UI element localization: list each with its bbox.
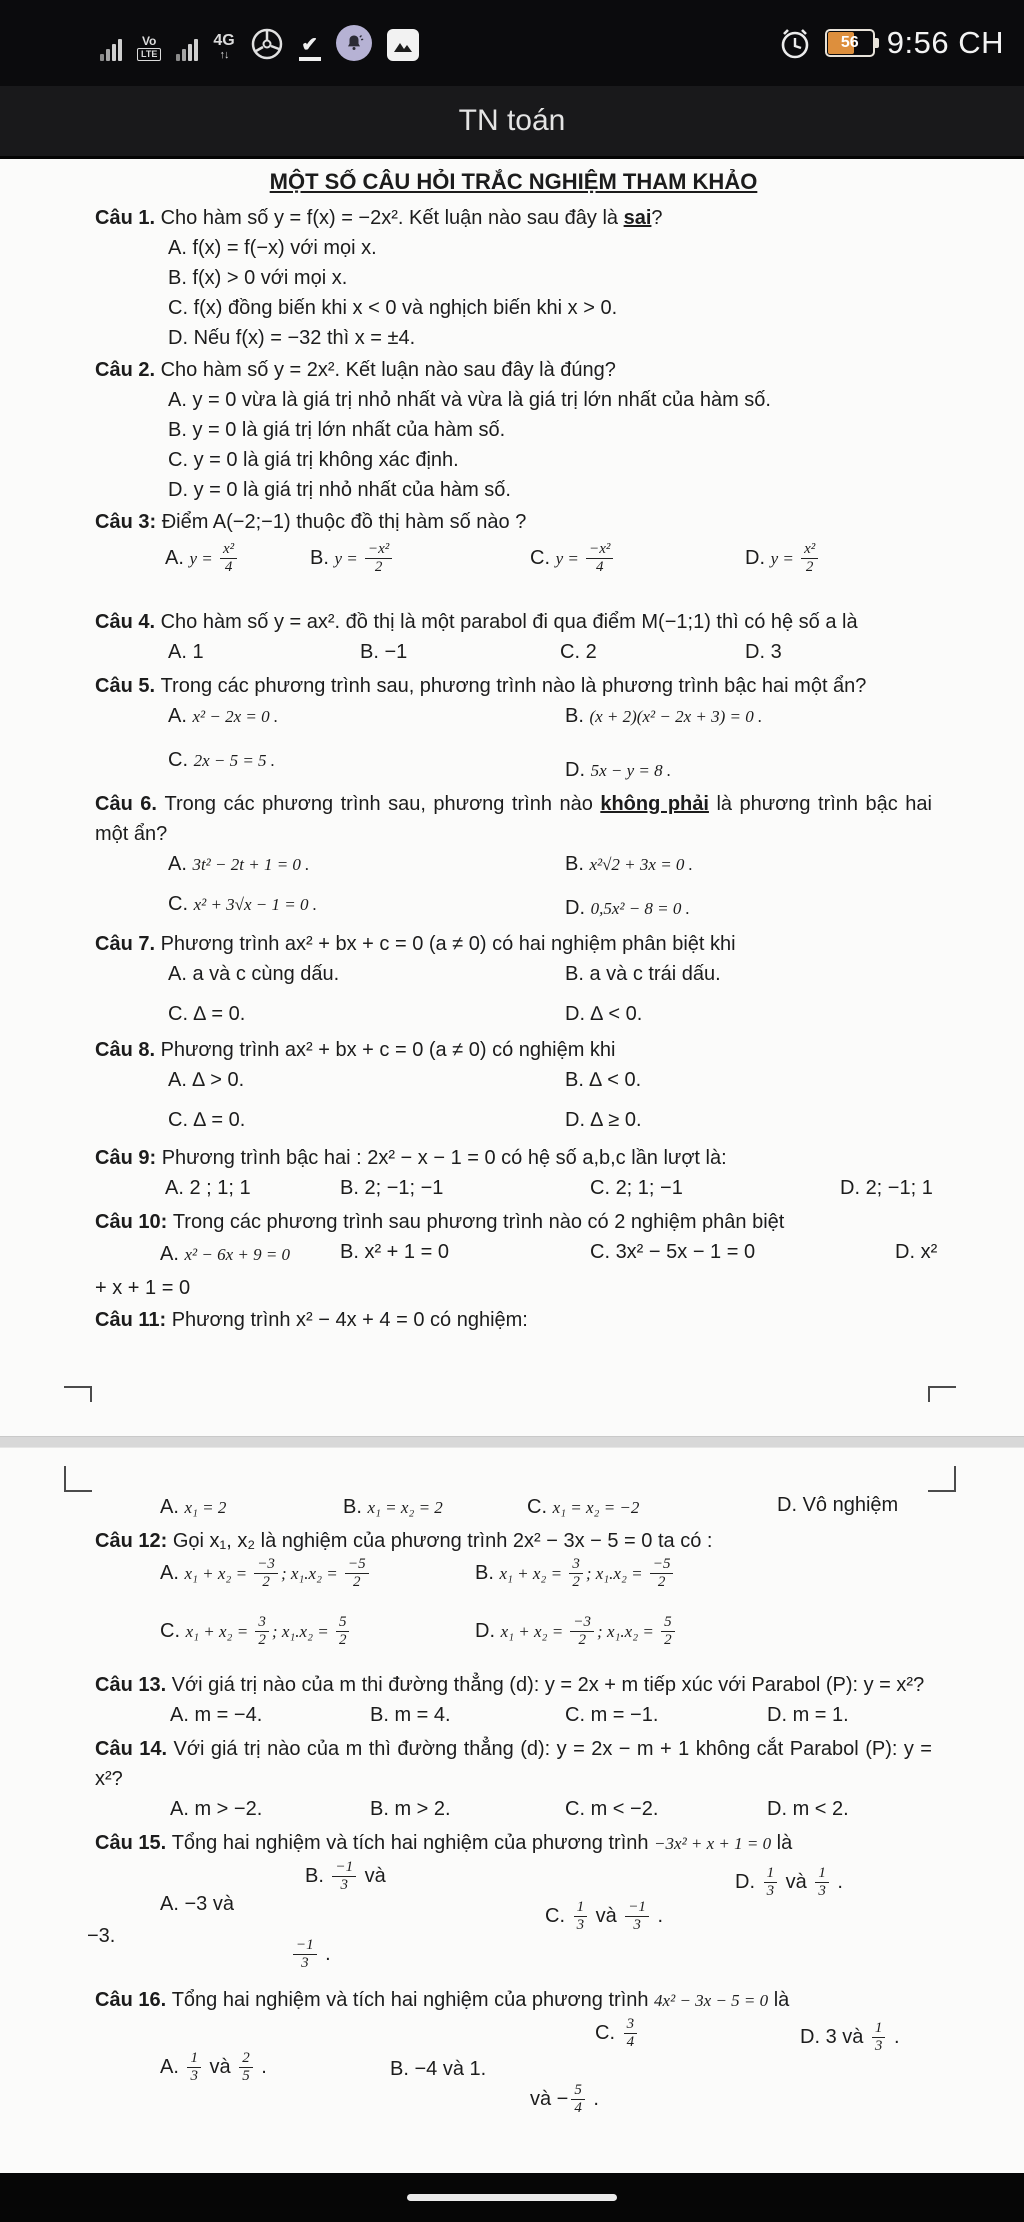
fraction: $\frac{\text{x²}}{4}$ xyxy=(220,541,237,577)
option-letter: C. xyxy=(590,1177,616,1199)
question-cu2 xyxy=(95,355,932,505)
option-letter: D. xyxy=(565,897,591,919)
question-label: Câu 15. xyxy=(95,1832,172,1854)
option-A xyxy=(168,849,309,880)
question-label: Câu 10: xyxy=(95,1211,173,1233)
option-B: B. x² + 1 = 0 xyxy=(340,1241,449,1263)
question-text: Câu 13. Với giá trị nào của m thi đường thẳng (d): y = 2x + m tiếp xúc với Parabol (P): y = x²? xyxy=(95,1674,925,1696)
option-B: B. m = 4. xyxy=(370,1704,451,1726)
fraction: $\frac{\text{x²}}{2}$ xyxy=(801,541,818,577)
option-C: C. y = 0 là giá trị không xác định. xyxy=(168,449,459,471)
math-expression: ; x₁.x₂ = xyxy=(585,1564,647,1584)
signal-bars-icon xyxy=(100,37,122,61)
option-fragment: −3. xyxy=(87,1925,116,1947)
math-expression: x² − 2x = 0 . xyxy=(192,707,279,726)
options xyxy=(95,1700,932,1732)
option-letter: A. xyxy=(160,1496,185,1518)
fraction: $\frac{-5}{2}$ xyxy=(650,1556,674,1592)
question-cu1 xyxy=(95,203,932,353)
options xyxy=(95,537,932,605)
battery-level: 56 xyxy=(840,34,859,51)
math-expression: y = xyxy=(334,549,362,569)
options xyxy=(95,385,932,505)
signal-bars-icon xyxy=(176,37,198,61)
question-text: Câu 14. Với giá trị nào của m thì đường thẳng (d): y = 2x − m + 1 không cắt Parabol (P): y = x²? xyxy=(95,1738,932,1790)
option-letter: B. xyxy=(168,267,193,289)
question-label: Câu 2. xyxy=(95,359,161,381)
fraction: $\frac{3}{2}$ xyxy=(569,1556,583,1592)
option-letter: C. xyxy=(530,547,556,570)
question-cu4 xyxy=(95,607,932,669)
option-continuation: + x + 1 = 0 xyxy=(95,1277,191,1299)
option-B: B. 2; −1; −1 xyxy=(340,1177,444,1199)
option-D xyxy=(475,1614,678,1650)
option-C xyxy=(527,1492,639,1523)
option-letter: C. xyxy=(168,1003,194,1025)
option-letter: D. xyxy=(745,547,771,570)
math-expression: x² − 6x + 9 = 0 xyxy=(184,1245,291,1264)
fraction: $\frac{-3}{2}$ xyxy=(570,1614,594,1650)
emphasized-text: sai xyxy=(623,207,652,229)
question-cu10 xyxy=(95,1207,938,1303)
question-label: Câu 11: xyxy=(95,1309,172,1331)
page-2-content xyxy=(87,1490,932,2132)
question-text: Câu 8. Phương trình ax² + bx + c = 0 (a ≠ 0) có nghiệm khi xyxy=(95,1039,616,1061)
option-D: D. ∆ ≥ 0. xyxy=(565,1109,642,1131)
option-letter: D. xyxy=(777,1494,803,1516)
option-fragment: $\frac{-1}{3}$ . xyxy=(290,1937,331,1973)
question-label: Câu 12: xyxy=(95,1530,173,1552)
option-letter: C. xyxy=(560,641,586,663)
fraction: $\frac{2}{5}$ xyxy=(239,2050,253,2086)
fraction: $\frac{1}{3}$ xyxy=(187,2050,201,2086)
option-letter: B. xyxy=(343,1496,368,1518)
option-letter: D. xyxy=(767,1798,793,1820)
math-expression: x²√2 + 3x = 0 . xyxy=(589,855,693,874)
status-icons-left xyxy=(100,25,419,61)
option-letter: C. xyxy=(168,893,194,915)
fraction: $\frac{1}{3}$ xyxy=(574,1899,588,1935)
math-expression: −3x² + x + 1 = 0 xyxy=(654,1834,772,1853)
option-B xyxy=(310,541,395,577)
fraction: $\frac{-3}{2}$ xyxy=(254,1556,278,1592)
question-cu15 xyxy=(87,1828,932,1983)
option-D: D. $\frac{1}{3}$ và $\frac{1}{3}$ . xyxy=(735,1865,843,1900)
question-text: Câu 15. Tổng hai nghiệm và tích hai nghiệm của phương trình −3x² + x + 1 = 0 là xyxy=(95,1832,793,1854)
option-letter: B. xyxy=(565,1069,590,1091)
option-A: A. ∆ > 0. xyxy=(168,1069,245,1091)
option-letter: B. xyxy=(390,2058,415,2080)
option-letter: C. xyxy=(168,297,194,319)
option-B: B. f(x) > 0 với mọi x. xyxy=(168,267,348,289)
option-letter: B. xyxy=(340,1177,365,1199)
fraction: $\frac{\text{−x²}}{4}$ xyxy=(586,541,613,577)
math-expression: 5x − y = 8 . xyxy=(590,761,672,780)
option-C: C. 2 xyxy=(560,641,597,663)
question-cu6 xyxy=(95,789,932,927)
fraction: $\frac{-1}{3}$ xyxy=(332,1859,356,1895)
volte-label: Vo xyxy=(141,34,157,48)
emphasized-text: không phải xyxy=(600,793,709,815)
option-C: C. 2; 1; −1 xyxy=(590,1177,683,1199)
math-expression: 4x² − 3x − 5 = 0 xyxy=(654,1991,769,2010)
option-letter: D. xyxy=(565,1003,591,1025)
bell-icon xyxy=(336,25,372,61)
options xyxy=(95,1173,932,1205)
option-A xyxy=(160,1239,290,1270)
option-D: D. x² xyxy=(895,1241,938,1263)
option-B: B. a và c trái dấu. xyxy=(565,963,721,985)
option-letter: A. xyxy=(160,1562,185,1585)
option-D xyxy=(565,755,671,786)
page-1-content xyxy=(95,203,938,1335)
text-boundary-mark xyxy=(64,1466,92,1492)
option-letter: A. xyxy=(160,1243,185,1265)
option-letter: D. xyxy=(840,1177,866,1199)
option-B xyxy=(565,849,693,880)
document-page-2 xyxy=(0,1448,1024,2173)
option-letter: C. xyxy=(160,1620,186,1643)
math-expression: x₁ = x₂ = 2 xyxy=(367,1498,443,1517)
option-letter: B. xyxy=(310,547,335,570)
math-expression: x₁ = 2 xyxy=(184,1498,227,1517)
option-letter: B. xyxy=(340,1241,365,1263)
fraction: $\frac{5}{2}$ xyxy=(661,1614,675,1650)
option-B: B. ∆ < 0. xyxy=(565,1069,642,1091)
option-D: D. Vô nghiệm xyxy=(777,1494,899,1516)
4g-network-icon xyxy=(213,33,234,61)
math-expression: ; x₁.x₂ = xyxy=(271,1622,333,1642)
option-letter: A. xyxy=(160,2056,185,2079)
question-label: Câu 9: xyxy=(95,1147,162,1169)
fraction: $\frac{1}{3}$ xyxy=(815,1865,829,1901)
fraction: $\frac{3}{2}$ xyxy=(255,1614,269,1650)
options xyxy=(95,701,932,787)
question-cu7 xyxy=(95,929,932,1033)
question-text: Câu 4. Cho hàm số y = ax². đồ thị là một parabol đi qua điểm M(−1;1) thì có hệ số a là xyxy=(95,611,858,633)
question-text: Câu 7. Phương trình ax² + bx + c = 0 (a ≠ 0) có hai nghiệm phân biệt khi xyxy=(95,933,736,955)
option-D: D. m < 2. xyxy=(767,1798,849,1820)
option-letter: A. xyxy=(168,705,193,727)
page-title: TN toán xyxy=(458,104,566,137)
question-label: Câu 16. xyxy=(95,1989,172,2011)
question-label: Câu 4. xyxy=(95,611,161,633)
math-expression: ; x₁.x₂ = xyxy=(597,1622,659,1642)
option-C: C. f(x) đồng biến khi x < 0 và nghịch biến khi x > 0. xyxy=(168,297,618,319)
navigation-bar xyxy=(0,2173,1024,2222)
text-boundary-mark xyxy=(928,1386,956,1402)
option-letter: B. xyxy=(565,963,590,985)
volte-icon xyxy=(137,35,161,61)
math-expression: x₁ + x₂ = xyxy=(185,1622,253,1642)
option-B: B. m > 2. xyxy=(370,1798,451,1820)
option-C xyxy=(530,541,616,577)
option-letter: A. xyxy=(165,1177,190,1199)
question-text: Câu 12: Gọi x₁, x₂ là nghiệm của phương trình 2x² − 3x − 5 = 0 ta có : xyxy=(95,1530,713,1552)
option-letter: D. xyxy=(168,327,194,349)
option-letter: C. xyxy=(590,1241,616,1263)
option-C: C. $\frac{1}{3}$ và $\frac{-1}{3}$ . xyxy=(545,1899,664,1934)
option-B xyxy=(343,1492,443,1523)
option-A: A. m = −4. xyxy=(170,1704,263,1726)
question-label: Câu 8. xyxy=(95,1039,161,1061)
lte-label: LTE xyxy=(137,48,161,61)
option-A xyxy=(160,1492,226,1523)
option-letter: D. xyxy=(565,1109,591,1131)
question-text: Câu 3: Điểm A(−2;−1) thuộc đồ thị hàm số nào ? xyxy=(95,511,527,533)
option-letter: C. xyxy=(168,749,194,771)
option-letter: B. xyxy=(565,853,590,875)
options xyxy=(95,1065,932,1141)
question-label: Câu 5. xyxy=(95,675,161,697)
status-bar xyxy=(0,0,1024,86)
math-expression: 2x − 5 = 5 . xyxy=(193,751,276,770)
math-expression: x₁ + x₂ = xyxy=(500,1622,568,1642)
option-B xyxy=(475,1556,676,1592)
option-letter: B. xyxy=(565,705,590,727)
option-letter: B. xyxy=(305,1865,330,1888)
question-label: Câu 6. xyxy=(95,793,165,815)
updown-arrows-icon: ↑↓ xyxy=(219,49,229,61)
status-icons-right xyxy=(777,25,1004,61)
option-D: D. 3 và $\frac{1}{3}$ . xyxy=(800,2020,900,2055)
math-expression: 3t² − 2t + 1 = 0 . xyxy=(192,855,310,874)
option-letter: A. xyxy=(168,237,193,259)
option-letter: A. xyxy=(170,1798,195,1820)
option-letter: D. xyxy=(767,1704,793,1726)
math-expression: x₁ = x₂ = −2 xyxy=(552,1498,640,1517)
gallery-icon xyxy=(387,29,419,61)
math-expression: 0,5x² − 8 = 0 . xyxy=(590,899,690,918)
math-expression: x₁ + x₂ = xyxy=(499,1564,567,1584)
option-letter: C. xyxy=(168,1109,194,1131)
options xyxy=(95,849,932,927)
question-text: Câu 11: Phương trình x² − 4x + 4 = 0 có nghiệm: xyxy=(95,1309,528,1331)
option-B: B. $\frac{-1}{3}$ và xyxy=(305,1859,386,1894)
math-expression: x² + 3√x − 1 = 0 . xyxy=(193,895,317,914)
fraction: $\frac{\text{−x²}}{2}$ xyxy=(365,541,392,577)
options xyxy=(95,959,932,1033)
option-letter: B. xyxy=(168,419,193,441)
option-A: A. −3 và xyxy=(160,1893,234,1915)
option-letter: C. xyxy=(168,449,194,471)
option-C: C. 3x² − 5x − 1 = 0 xyxy=(590,1241,756,1263)
option-letter: A. xyxy=(168,389,193,411)
clock-time: 9:56 CH xyxy=(886,25,1004,60)
option-letter: B. xyxy=(370,1798,395,1820)
question-text: Câu 5. Trong các phương trình sau, phương trình nào là phương trình bậc hai một ẩn? xyxy=(95,675,867,697)
question-label: Câu 13. xyxy=(95,1674,172,1696)
option-D: D. ∆ < 0. xyxy=(565,1003,643,1025)
option-A: A. $\frac{1}{3}$ và $\frac{2}{5}$ . xyxy=(160,2050,267,2085)
option-A: A. 2 ; 1; 1 xyxy=(165,1177,251,1199)
option-B xyxy=(565,701,762,732)
option-letter: C. xyxy=(527,1496,553,1518)
question-text: Câu 16. Tổng hai nghiệm và tích hai nghiệm của phương trình 4x² − 3x − 5 = 0 là xyxy=(95,1989,790,2011)
option-A: A. 1 xyxy=(168,641,204,663)
question-label: Câu 1. xyxy=(95,207,161,229)
option-B: B. −4 và 1. xyxy=(390,2058,487,2080)
fraction: $\frac{5}{4}$ xyxy=(571,2082,585,2118)
option-letter: D. xyxy=(475,1620,501,1643)
option-letter: D. xyxy=(168,479,194,501)
math-expression: y = xyxy=(189,549,217,569)
question-text: Câu 10: Trong các phương trình sau phương trình nào có 2 nghiệm phân biệt xyxy=(95,1211,785,1233)
question-cu16 xyxy=(95,1985,932,2132)
document-title: MỘT SỐ CÂU HỎI TRẮC NGHIỆM THAM KHẢO xyxy=(269,169,758,194)
options xyxy=(95,637,932,669)
question-options-row xyxy=(95,1490,932,1524)
option-A: A. f(x) = f(−x) với mọi x. xyxy=(168,237,377,259)
question-cu13 xyxy=(95,1670,932,1732)
option-letter: B. xyxy=(360,641,385,663)
question-cu5 xyxy=(95,671,932,787)
option-A xyxy=(168,701,278,732)
fraction: $\frac{-5}{2}$ xyxy=(345,1556,369,1592)
option-letter: A. xyxy=(170,1704,195,1726)
app-header xyxy=(0,86,1024,159)
question-label: Câu 7. xyxy=(95,933,161,955)
options xyxy=(87,1859,932,1983)
question-cu14 xyxy=(95,1734,932,1826)
math-expression: x₁ + x₂ = xyxy=(184,1564,252,1584)
fraction: $\frac{1}{3}$ xyxy=(872,2020,886,2056)
option-letter: C. xyxy=(595,2022,621,2045)
option-B: B. −1 xyxy=(360,641,408,663)
option-C xyxy=(168,745,275,776)
math-expression: y = xyxy=(555,549,584,569)
fraction: $\frac{5}{2}$ xyxy=(336,1614,350,1650)
option-fragment: và − $\frac{5}{4}$ . xyxy=(530,2082,599,2117)
option-letter: B. xyxy=(370,1704,395,1726)
options xyxy=(95,1237,938,1273)
option-letter: A. xyxy=(168,1069,193,1091)
fraction: $\frac{3}{4}$ xyxy=(624,2016,638,2052)
option-D xyxy=(745,541,821,577)
question-cu3 xyxy=(95,507,932,605)
option-letter: A. xyxy=(160,1893,185,1915)
alarm-clock-icon xyxy=(777,25,813,61)
4g-label: 4G xyxy=(213,32,235,49)
option-C: C. m = −1. xyxy=(565,1704,659,1726)
option-D: D. Nếu f(x) = −32 thì x = ±4. xyxy=(168,327,416,349)
question-cu8 xyxy=(95,1035,932,1141)
option-C: C. m < −2. xyxy=(565,1798,659,1820)
option-C: C. ∆ = 0. xyxy=(168,1003,246,1025)
option-letter: D. xyxy=(745,641,771,663)
check-icon: ✔ xyxy=(299,36,321,61)
option-A xyxy=(165,541,240,577)
option-letter: A. xyxy=(168,641,193,663)
option-A: A. y = 0 vừa là giá trị nhỏ nhất và vừa là giá trị lớn nhất của hàm số. xyxy=(168,389,771,411)
option-letter: A. xyxy=(168,963,193,985)
option-letter: B. xyxy=(475,1562,500,1585)
option-D: D. 3 xyxy=(745,641,782,663)
question-text: Câu 6. Trong các phương trình sau, phương trình nào không phải là phương trình bậc hai một ẩn? xyxy=(95,793,932,845)
option-letter: C. xyxy=(565,1798,591,1820)
option-C xyxy=(168,889,317,920)
option-letter: C. xyxy=(565,1704,591,1726)
option-B: B. y = 0 là giá trị lớn nhất của hàm số. xyxy=(168,419,506,441)
option-letter: A. xyxy=(165,547,190,570)
option-D: D. m = 1. xyxy=(767,1704,849,1726)
options xyxy=(95,233,932,353)
options xyxy=(95,1556,932,1668)
option-D: D. y = 0 là giá trị nhỏ nhất của hàm số. xyxy=(168,479,511,501)
page-separator xyxy=(0,1436,1024,1448)
fraction: $\frac{-1}{3}$ xyxy=(293,1937,317,1973)
option-A: A. a và c cùng dấu. xyxy=(168,963,340,985)
option-C: C. ∆ = 0. xyxy=(168,1109,246,1131)
question-text: Câu 9: Phương trình bậc hai : 2x² − x − 1 = 0 có hệ số a,b,c lần lượt là: xyxy=(95,1147,727,1169)
question-cu9 xyxy=(95,1143,932,1205)
math-expression: ; x₁.x₂ = xyxy=(280,1564,342,1584)
compass-icon xyxy=(250,27,284,61)
option-A xyxy=(160,1556,372,1592)
option-letter: D. xyxy=(565,759,591,781)
option-letter: C. xyxy=(545,1905,571,1928)
option-letter: D. xyxy=(735,1871,761,1894)
question-cu12 xyxy=(95,1526,932,1668)
question-text: Câu 1. Cho hàm số y = f(x) = −2x². Kết luận nào sau đây là sai? xyxy=(95,207,663,229)
options xyxy=(95,2016,932,2132)
home-indicator[interactable] xyxy=(407,2194,617,2201)
question-label: Câu 3: xyxy=(95,511,162,533)
text-boundary-mark xyxy=(64,1386,92,1402)
document-page-1 xyxy=(0,159,1024,1436)
battery-icon xyxy=(825,29,875,57)
fraction: $\frac{1}{3}$ xyxy=(764,1865,778,1901)
question-cu11 xyxy=(95,1305,932,1335)
option-A: A. m > −2. xyxy=(170,1798,263,1820)
options xyxy=(95,1490,932,1524)
fraction: $\frac{-1}{3}$ xyxy=(625,1899,649,1935)
option-letter: A. xyxy=(168,853,193,875)
option-C xyxy=(595,2016,640,2052)
question-label: Câu 14. xyxy=(95,1738,174,1760)
option-letter: D. xyxy=(800,2026,826,2049)
question-text: Câu 2. Cho hàm số y = 2x². Kết luận nào sau đây là đúng? xyxy=(95,359,616,381)
option-letter: D. xyxy=(895,1241,921,1263)
option-C xyxy=(160,1614,352,1650)
math-expression: y = xyxy=(770,549,799,569)
option-D: D. 2; −1; 1 xyxy=(840,1177,933,1199)
math-expression: (x + 2)(x² − 2x + 3) = 0 . xyxy=(589,707,763,726)
option-D xyxy=(565,893,690,924)
text-boundary-mark xyxy=(928,1466,956,1492)
options xyxy=(95,1794,932,1826)
